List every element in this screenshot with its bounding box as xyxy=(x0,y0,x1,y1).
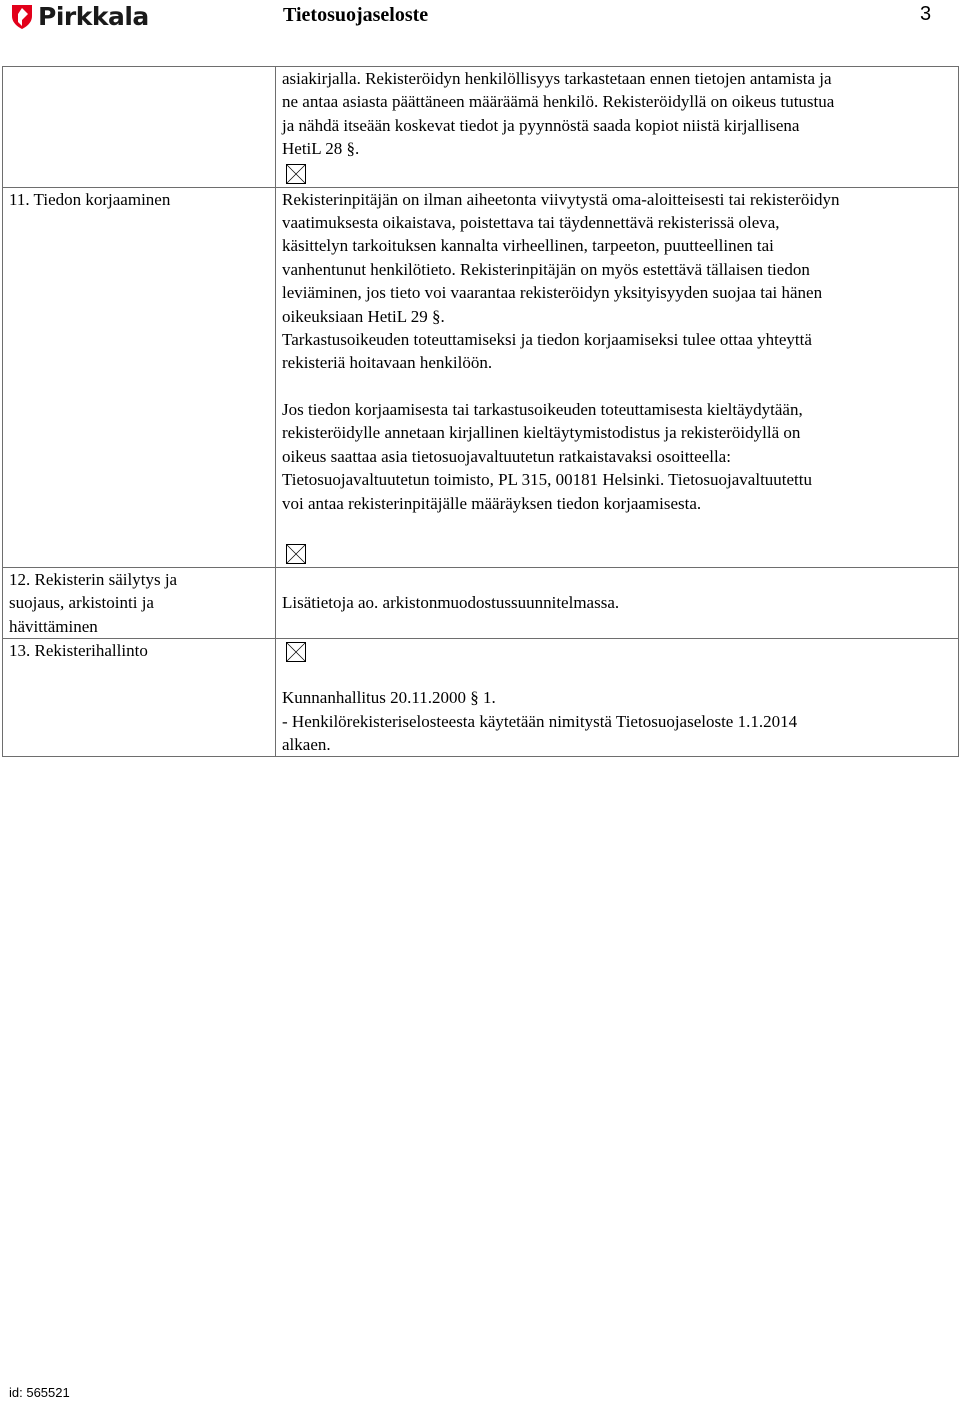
text-line: Rekisterinpitäjän on ilman aiheetonta viivytystä oma-aloitteisesti tai rekisteröidyn xyxy=(282,189,840,209)
content-cell xyxy=(276,67,959,188)
text-line: Lisätietoja ao. arkistonmuodostussuunnitelmassa. xyxy=(282,592,620,612)
text-line: Tarkastusoikeuden toteuttamiseksi ja tiedon korjaamiseksi tulee ottaa yhteyttä xyxy=(282,330,812,350)
checkbox-checked-icon[interactable] xyxy=(286,164,306,184)
label-line: hävittäminen xyxy=(9,616,98,636)
page-header xyxy=(0,0,960,34)
section-label: 11. Tiedon korjaaminen xyxy=(3,187,276,567)
text-line: asiakirjalla. Rekisteröidyn henkilöllisyys tarkastetaan ennen tietojen antamista ja xyxy=(282,69,832,88)
text-line: alkaen. xyxy=(282,734,331,754)
checkbox-checked-icon[interactable] xyxy=(286,642,306,662)
text-line: Tietosuojavaltuutetun toimisto, PL 315, 00181 Helsinki. Tietosuojavaltuutettu xyxy=(282,470,813,490)
label-line: suojaus, arkistointi ja xyxy=(9,593,154,613)
text-line: ja nähdä itseään koskevat tiedot ja pyynnöstä saada kopiot niistä kirjallisena xyxy=(282,115,800,135)
text-line: oikeuksiaan HetiL 29 §. xyxy=(282,306,445,326)
section-label xyxy=(3,567,276,638)
text-line: rekisteriä hoitavaan henkilöön. xyxy=(282,353,493,373)
text-line: Jos tiedon korjaamisesta tai tarkastusoikeuden toteuttamisesta kieltäydytään, xyxy=(282,399,803,419)
text-line: vaatimuksesta oikaistava, poistettava tai täydennettävä rekisterissä oleva, xyxy=(282,213,780,233)
page-number: 3 xyxy=(920,3,932,25)
document-title: Tietosuojaseloste xyxy=(283,4,429,26)
document-id: id: 565521 xyxy=(9,1385,70,1400)
label-cell-empty xyxy=(3,67,276,188)
logo-wordmark: Pirkkala xyxy=(38,1,149,31)
label-line: 12. Rekisterin säilytys ja xyxy=(9,569,178,589)
table-row-12 xyxy=(3,567,959,638)
content-cell xyxy=(276,567,959,638)
text-line: oikeus saattaa asia tietosuojavaltuutetun ratkaistavaksi osoitteella: xyxy=(282,446,731,466)
text-line: ne antaa asiasta päättäneen määräämä henkilö. Rekisteröidyllä on oikeus tutustua xyxy=(282,92,835,112)
table-row-11 xyxy=(3,187,959,567)
text-line: Kunnanhallitus 20.11.2000 § 1. xyxy=(282,688,496,708)
text-line: voi antaa rekisterinpitäjälle määräyksen tiedon korjaamisesta. xyxy=(282,493,702,513)
content-cell xyxy=(276,187,959,567)
text-line: - Henkilörekisteriselosteesta käytetään nimitystä Tietosuojaseloste 1.1.2014 xyxy=(282,711,798,731)
text-line: rekisteröidylle annetaan kirjallinen kieltäytymistodistus ja rekisteröidyllä on xyxy=(282,423,801,443)
text-line: leviäminen, jos tieto voi vaarantaa rekisteröidyn yksityisyyden suojaa tai hänen xyxy=(282,283,823,303)
content-cell xyxy=(276,639,959,757)
section-label: 13. Rekisterihallinto xyxy=(3,639,276,757)
register-table xyxy=(2,66,959,757)
pirkkala-logo xyxy=(10,1,149,31)
text-line: käsittelyn tarkoituksen kannalta virheellinen, tarpeeton, puutteellinen tai xyxy=(282,236,774,256)
table-row-13 xyxy=(3,639,959,757)
text-line: HetiL 28 §. xyxy=(282,139,360,159)
pirkkala-crest-icon xyxy=(10,2,34,30)
text-line: vanhentunut henkilötieto. Rekisterinpitäjän on myös estettävä tällaisen tiedon xyxy=(282,259,810,279)
table-row-10-continued xyxy=(3,67,959,188)
checkbox-checked-icon[interactable] xyxy=(286,544,306,564)
